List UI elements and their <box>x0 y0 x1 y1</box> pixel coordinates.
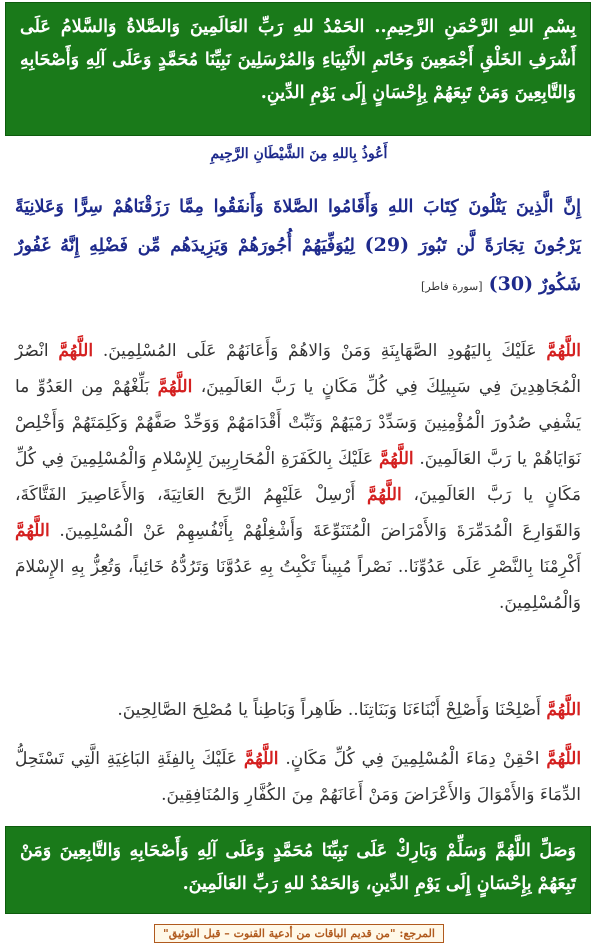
allahumma-word: اللَّهُمَّ <box>546 341 582 361</box>
verse-text-1: إِنَّ الَّذِينَ يَتْلُونَ كِتَابَ اللهِ وَأَقَامُوا الصَّلاةَ وَأَنفَقُوا مِمَّا رَزَقْنَاهُمْ سِرًّا وَعَلانِيَةً يَرْجُونَ تِجَارَةً لَّن تَبُورَ <box>15 197 581 256</box>
header-band <box>5 2 591 136</box>
dua-text: عَلَيْكَ بِالكَفَرَةِ الْمُحَارِبِينَ لِلإِسْلامِ وَالْمُسْلِمِينَ فِي كُلِّ مَكَانٍ يا رَبَّ العَالَمِينَ، <box>15 449 582 505</box>
allahumma-word: اللَّهُمَّ <box>367 485 402 505</box>
dua-text: احْقِنْ دِمَاءَ الْمُسْلِمِينَ فِي كُلِّ مَكَانٍ. <box>285 749 540 769</box>
dua-text: عَلَيْكَ بِالفِئَةِ البَاغِيَةِ الَّتِي تَسْتَحِلُّ الدِّمَاءَ وَالأَمْوَالَ وَالأَعْرَاضَ وَمَنْ أَعَانَهُمْ مِنَ الكُفَّارِ وَالمُنَافِقِينَ. <box>15 749 581 805</box>
verse-text-2: لِيُوَفِّيَهُمْ أُجُورَهُمْ وَيَزِيدَهُم مِّن فَضْلِهِ إِنَّهُ غَفُورٌ شَكُورٌ <box>15 236 581 295</box>
allahumma-word: اللَّهُمَّ <box>546 700 581 720</box>
dua-paragraph-2 <box>5 686 591 734</box>
dua-text: أَصْلِحْنَا وَأَصْلِحْ أَبْنَاءَنَا وَبَنَاتِنَا.. ظَاهِراً وَبَاطِناً يا مُصْلِحَ الصَّالِحِينَ. <box>117 700 541 720</box>
dua-text: انْصُرْ الْمُجَاهِدِينَ فِي سَبِيلِكَ فِي كُلِّ مَكَانٍ يا رَبَّ العَالَمِينَ، <box>15 341 582 397</box>
dua-text: بَلِّغْهُمْ مِن العَدُوِّ ما يَشْفِي صُدُورَ الْمُؤْمِنِينَ وَسَدِّدْ رَمْيَهُمْ وَثَبِّتْ أَقْدَامَهُمْ وَوَحِّدْ صَفَّهُمْ وَكَلِمَتَهُمْ وَأَخْلِصْ نَوَايَاهُمْ يا رَبَّ العَالَمِينَ. <box>15 377 582 469</box>
allahumma-word: اللَّهُمَّ <box>546 749 582 769</box>
dua-text: أَكْرِمْنَا بِالنَّصْرِ عَلَى عَدُوِّنَا.. نَصْراً مُبِيناً تَكْبِتُ بِهِ عَدُوَّنَا وَتَرُدُّهُ خَائِباً، وَتُعِزُّ بِهِ الإِسْلامَ وَالْمُسْلِمِينَ. <box>15 557 581 613</box>
quran-verse <box>5 182 591 312</box>
dua-text: عَلَيْكَ بِاليَهُودِ الصَّهَايِنَةِ وَمَنْ وَالاهُمْ وَأَعَانَهُمْ عَلَى المُسْلِمِينَ. <box>102 341 537 361</box>
verse-number-30: (30) <box>488 273 534 295</box>
allahumma-word: اللَّهُمَّ <box>58 341 94 361</box>
dua-paragraph-1 <box>5 327 591 627</box>
source-reference: المرجع: "من قديم الباقات من أدعية القنوت – قبل التوثيق" <box>154 924 444 943</box>
dua-paragraph-3 <box>5 735 591 819</box>
footer-text: وَصَلِّ اللَّهُمَّ وَسَلِّمْ وَبَارِكْ عَلَى نَبِيِّنَا مُحَمَّدٍ وَعَلَى آلِهِ وَأَصْحَابِهِ وَالتَّابِعِينَ وَمَنْ تَبِعَهُمْ بِإِحْسَانٍ إِلَى يَوْمِ الدِّينِ، وَالحَمْدُ للهِ رَبِّ العَالَمِينَ. <box>20 841 576 894</box>
source-wrapper <box>0 922 598 943</box>
header-text: بِسْمِ اللهِ الرَّحْمَنِ الرَّحِيمِ.. الحَمْدُ للهِ رَبِّ العَالَمِينَ وَالصَّلاةُ وَالسَّلامُ عَلَى أَشْرَفِ الخَلْقِ أَجْمَعِينَ وَخَاتَمِ الأَنْبِيَاءِ وَالمُرْسَلِينَ نَبِيِّنَا مُحَمَّدٍ وَعَلَى آلِهِ وَأَصْحَابِهِ وَالتَّابِعِينَ وَمَنْ تَبِعَهُمْ بِإِحْسَانٍ إِلَى يَوْمِ الدِّينِ. <box>20 17 576 103</box>
allahumma-word: اللَّهُمَّ <box>243 749 279 769</box>
verse-number-29: (29) <box>364 234 410 256</box>
taawwudh: أَعُوذُ بِاللهِ مِنَ الشَّيْطَانِ الرَّجِيمِ <box>210 146 388 162</box>
allahumma-word: اللَّهُمَّ <box>15 521 50 541</box>
footer-band <box>5 826 591 914</box>
surah-reference: [سورة فاطر] <box>421 280 483 293</box>
allahumma-word: اللَّهُمَّ <box>157 377 193 397</box>
dua-text: أَرْسِلْ عَلَيْهِمُ الرِّيحَ العَاتِيَةَ، وَالأَعَاصِيرَ الفَتَّاكَةَ، وَالقَوَارِعَ الْمُدَمِّرَةَ وَالأَمْرَاضَ الْمُتَنَوِّعَةَ وَأَشْغِلْهُمْ بِأَنْفُسِهِمْ عَنْ الْمُسْلِمِينَ. <box>15 485 582 541</box>
allahumma-word: اللَّهُمَّ <box>378 449 414 469</box>
